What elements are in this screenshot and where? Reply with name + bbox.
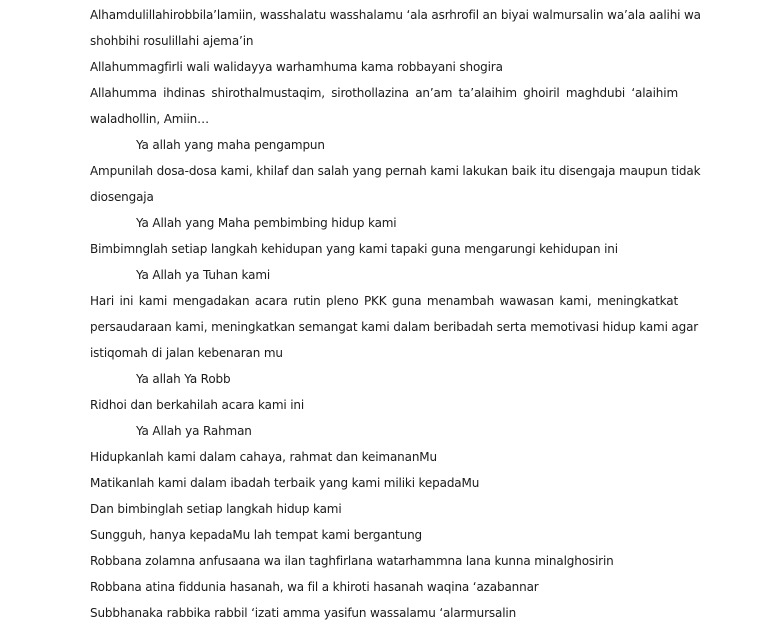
text-line: Robbana zolamna anfusaana wa ilan taghfirlana watarhammna lana kunna minalghosirin [90,554,614,568]
text-line: Dan bimbinglah setiap langkah hidup kami [90,502,342,516]
indented-heading: Ya Allah ya Rahman [136,424,252,438]
text-line: Robbana atina fiddunia hasanah, wa fil a khiroti hasanah waqina ‘azabannar [90,580,539,594]
text-line: persaudaraan kami, meningkatkan semangat kami dalam beribadah serta memotivasi hidup kami agar [90,320,699,334]
text-line: shohbihi rosulillahi ajema’in [90,34,254,48]
text-line: Subbhanaka rabbika rabbil ‘izati amma yasifun wassalamu ‘alarmursalin [90,606,517,620]
indented-heading: Ya allah yang maha pengampun [136,138,325,152]
text-line: Hidupkanlah kami dalam cahaya, rahmat dan keimananMu [90,450,437,464]
text-line: Ridhoi dan berkahilah acara kami ini [90,398,305,412]
indented-heading: Ya allah Ya Robb [136,372,231,386]
indented-heading: Ya Allah ya Tuhan kami [136,268,271,282]
indented-heading: Ya Allah yang Maha pembimbing hidup kami [136,216,397,230]
text-line: istiqomah di jalan kebenaran mu [90,346,283,360]
text-line: Allahumma ihdinas shirothalmustaqim, sirothollazina an’am ta’alaihim ghoiril maghdubi ‘alaihim [90,86,678,100]
text-line: Ampunilah dosa-dosa kami, khilaf dan salah yang pernah kami lakukan baik itu disengaja maupun tidak [90,164,701,178]
text-line: diosengaja [90,190,154,204]
text-line: Alhamdulillahirobbila’lamiin, wasshalatu wasshalamu ‘ala asrhrofil an biyai walmursalin wa’ala aalihi wa [90,8,701,22]
text-line: waladhollin, Amiin… [90,112,209,126]
text-line: Hari ini kami mengadakan acara rutin pleno PKK guna menambah wawasan kami, meningkatkat [90,294,678,308]
text-line: Allahummagfirli wali walidayya warhamhuma kama robbayani shogira [90,60,503,74]
text-line: Sungguh, hanya kepadaMu lah tempat kami bergantung [90,528,422,542]
text-line: Matikanlah kami dalam ibadah terbaik yang kami miliki kepadaMu [90,476,480,490]
text-line: Bimbimnglah setiap langkah kehidupan yang kami tapaki guna mengarungi kehidupan ini [90,242,618,256]
